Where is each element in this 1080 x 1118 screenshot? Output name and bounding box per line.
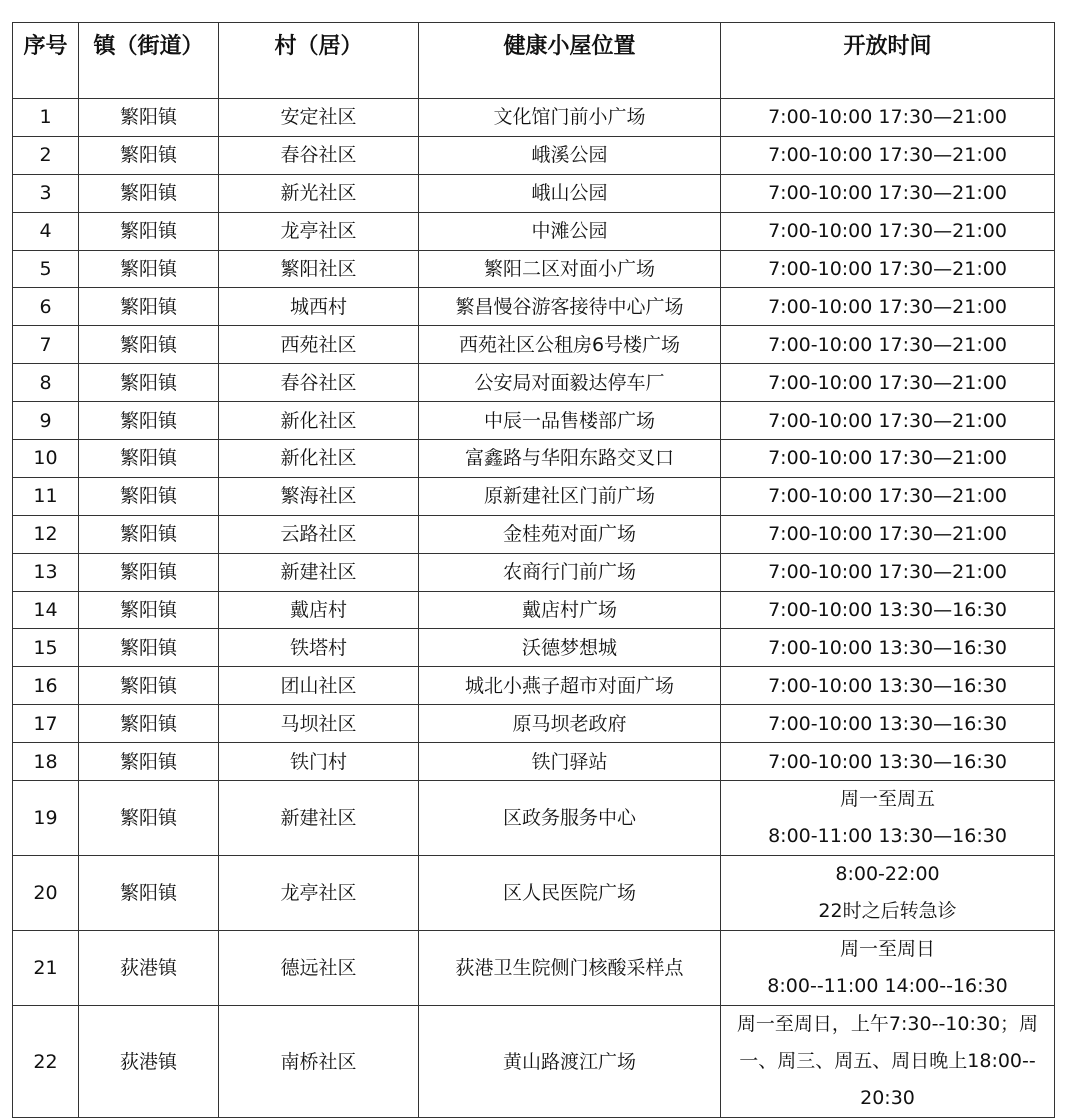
cell-town: 繁阳镇 (79, 99, 219, 137)
cell-hours (721, 743, 1055, 781)
cell-index: 15 (13, 629, 79, 667)
cell-hours (721, 99, 1055, 137)
cell-location: 金桂苑对面广场 (419, 515, 721, 553)
cell-village: 春谷社区 (219, 136, 419, 174)
table-row (13, 136, 1055, 174)
table-row (13, 705, 1055, 743)
hours-line: 7:00-10:00 13:30—16:30 (768, 712, 1007, 735)
hours-line: 7:00-10:00 17:30—21:00 (768, 523, 1007, 546)
cell-village: 西苑社区 (219, 326, 419, 364)
table-row (13, 477, 1055, 515)
cell-location: 峨山公园 (419, 174, 721, 212)
cell-village: 新化社区 (219, 402, 419, 440)
table-header (13, 23, 1055, 99)
cell-village: 龙亭社区 (219, 212, 419, 250)
cell-index: 10 (13, 440, 79, 478)
hours-line: 7:00-10:00 13:30—16:30 (768, 750, 1007, 773)
cell-hours (721, 288, 1055, 326)
cell-hours (721, 781, 1055, 856)
cell-location: 城北小燕子超市对面广场 (419, 667, 721, 705)
cell-hours (721, 705, 1055, 743)
cell-hours (721, 440, 1055, 478)
cell-village: 德远社区 (219, 931, 419, 1006)
hours-line: 7:00-10:00 17:30—21:00 (768, 182, 1007, 205)
table-row (13, 781, 1055, 856)
table-row (13, 326, 1055, 364)
table-row (13, 1006, 1055, 1118)
hours-line: 周一至周五 (839, 788, 935, 811)
cell-village: 城西村 (219, 288, 419, 326)
cell-location: 区人民医院广场 (419, 856, 721, 931)
hours-line: 7:00-10:00 17:30—21:00 (768, 295, 1007, 318)
hours-line: 7:00-10:00 17:30—21:00 (768, 220, 1007, 243)
cell-town: 繁阳镇 (79, 364, 219, 402)
hours-line: 7:00-10:00 17:30—21:00 (768, 106, 1007, 129)
cell-town: 繁阳镇 (79, 515, 219, 553)
hours-line: 7:00-10:00 17:30—21:00 (768, 333, 1007, 356)
cell-location: 峨溪公园 (419, 136, 721, 174)
cell-village: 新建社区 (219, 781, 419, 856)
table-row (13, 288, 1055, 326)
cell-location: 原马坝老政府 (419, 705, 721, 743)
table-row (13, 99, 1055, 137)
cell-town: 繁阳镇 (79, 667, 219, 705)
hours-line: 8:00-11:00 13:30—16:30 (768, 825, 1007, 848)
cell-location: 中辰一品售楼部广场 (419, 402, 721, 440)
cell-town: 繁阳镇 (79, 553, 219, 591)
cell-location: 戴店村广场 (419, 591, 721, 629)
hours-line: 7:00-10:00 17:30—21:00 (768, 371, 1007, 394)
table-row (13, 364, 1055, 402)
table-row (13, 212, 1055, 250)
hours-line: 8:00-22:00 (835, 863, 940, 886)
cell-town: 繁阳镇 (79, 212, 219, 250)
cell-hours (721, 856, 1055, 931)
cell-town: 繁阳镇 (79, 477, 219, 515)
cell-village: 团山社区 (219, 667, 419, 705)
table-row (13, 629, 1055, 667)
cell-location: 富鑫路与华阳东路交叉口 (419, 440, 721, 478)
cell-location: 公安局对面毅达停车厂 (419, 364, 721, 402)
cell-village: 戴店村 (219, 591, 419, 629)
cell-index: 18 (13, 743, 79, 781)
hours-line: 7:00-10:00 13:30—16:30 (768, 599, 1007, 622)
hours-line: 7:00-10:00 17:30—21:00 (768, 485, 1007, 508)
cell-hours (721, 515, 1055, 553)
cell-town: 繁阳镇 (79, 856, 219, 931)
cell-hours (721, 326, 1055, 364)
cell-town: 繁阳镇 (79, 629, 219, 667)
table-row (13, 553, 1055, 591)
table-row (13, 667, 1055, 705)
header-location: 健康小屋位置 (419, 23, 721, 99)
table-body (13, 99, 1055, 1118)
hours-line: 周一至周日，上午7:30--10:30；周 (736, 1013, 1039, 1036)
cell-index: 1 (13, 99, 79, 137)
cell-village: 云路社区 (219, 515, 419, 553)
cell-town: 荻港镇 (79, 1006, 219, 1118)
cell-village: 龙亭社区 (219, 856, 419, 931)
cell-village: 铁门村 (219, 743, 419, 781)
hours-line: 22时之后转急诊 (818, 900, 957, 923)
cell-index: 8 (13, 364, 79, 402)
header-row (13, 23, 1055, 99)
cell-index: 4 (13, 212, 79, 250)
cell-town: 繁阳镇 (79, 136, 219, 174)
cell-hours (721, 364, 1055, 402)
cell-hours (721, 402, 1055, 440)
cell-location: 黄山路渡江广场 (419, 1006, 721, 1118)
cell-village: 新建社区 (219, 553, 419, 591)
cell-index: 11 (13, 477, 79, 515)
header-town: 镇（街道） (79, 23, 219, 99)
cell-hours (721, 931, 1055, 1006)
hours-line: 一、周三、周五、周日晚上18:00-- (739, 1050, 1036, 1073)
cell-town: 荻港镇 (79, 931, 219, 1006)
cell-location: 文化馆门前小广场 (419, 99, 721, 137)
cell-location: 中滩公园 (419, 212, 721, 250)
hours-line: 7:00-10:00 17:30—21:00 (768, 409, 1007, 432)
cell-hours (721, 212, 1055, 250)
hours-line: 7:00-10:00 17:30—21:00 (768, 447, 1007, 470)
cell-town: 繁阳镇 (79, 288, 219, 326)
cell-town: 繁阳镇 (79, 440, 219, 478)
cell-village: 新化社区 (219, 440, 419, 478)
hours-line: 8:00--11:00 14:00--16:30 (767, 975, 1008, 998)
health-hut-table (12, 22, 1055, 1118)
header-index: 序号 (13, 23, 79, 99)
cell-village: 南桥社区 (219, 1006, 419, 1118)
cell-village: 安定社区 (219, 99, 419, 137)
cell-index: 21 (13, 931, 79, 1006)
cell-hours (721, 250, 1055, 288)
cell-index: 22 (13, 1006, 79, 1118)
cell-index: 12 (13, 515, 79, 553)
header-hours: 开放时间 (721, 23, 1055, 99)
cell-location: 荻港卫生院侧门核酸采样点 (419, 931, 721, 1006)
cell-index: 17 (13, 705, 79, 743)
cell-hours (721, 136, 1055, 174)
table-row (13, 743, 1055, 781)
cell-town: 繁阳镇 (79, 743, 219, 781)
table-row (13, 174, 1055, 212)
hours-line: 20:30 (860, 1087, 915, 1110)
hours-line: 7:00-10:00 17:30—21:00 (768, 258, 1007, 280)
cell-town: 繁阳镇 (79, 326, 219, 364)
cell-village: 新光社区 (219, 174, 419, 212)
cell-village: 铁塔村 (219, 629, 419, 667)
health-hut-table-container (12, 22, 1054, 1118)
cell-hours (721, 553, 1055, 591)
cell-location: 沃德梦想城 (419, 629, 721, 667)
header-village: 村（居） (219, 23, 419, 99)
cell-index: 7 (13, 326, 79, 364)
table-row (13, 515, 1055, 553)
cell-town: 繁阳镇 (79, 174, 219, 212)
cell-location: 铁门驿站 (419, 743, 721, 781)
cell-village: 繁海社区 (219, 477, 419, 515)
table-row (13, 250, 1055, 288)
cell-town: 繁阳镇 (79, 250, 219, 288)
cell-hours (721, 477, 1055, 515)
hours-line: 7:00-10:00 13:30—16:30 (768, 674, 1007, 697)
cell-village: 马坝社区 (219, 705, 419, 743)
hours-line: 7:00-10:00 13:30—16:30 (768, 636, 1007, 659)
cell-village: 春谷社区 (219, 364, 419, 402)
cell-index: 9 (13, 402, 79, 440)
cell-location: 农商行门前广场 (419, 553, 721, 591)
cell-location: 西苑社区公租房6号楼广场 (419, 326, 721, 364)
cell-index: 6 (13, 288, 79, 326)
hours-line: 7:00-10:00 17:30—21:00 (768, 561, 1007, 584)
cell-hours (721, 174, 1055, 212)
table-row (13, 856, 1055, 931)
cell-index: 2 (13, 136, 79, 174)
cell-index: 5 (13, 250, 79, 288)
cell-index: 13 (13, 553, 79, 591)
cell-location: 繁阳二区对面小广场 (419, 250, 721, 288)
cell-index: 16 (13, 667, 79, 705)
cell-location: 区政务服务中心 (419, 781, 721, 856)
cell-location: 繁昌慢谷游客接待中心广场 (419, 288, 721, 326)
cell-hours (721, 667, 1055, 705)
hours-line: 7:00-10:00 17:30—21:00 (768, 144, 1007, 167)
cell-index: 19 (13, 781, 79, 856)
table-row (13, 931, 1055, 1006)
table-row (13, 440, 1055, 478)
cell-village: 繁阳社区 (219, 250, 419, 288)
table-row (13, 591, 1055, 629)
cell-index: 3 (13, 174, 79, 212)
cell-hours (721, 629, 1055, 667)
cell-index: 20 (13, 856, 79, 931)
table-row (13, 402, 1055, 440)
cell-town: 繁阳镇 (79, 705, 219, 743)
cell-town: 繁阳镇 (79, 781, 219, 856)
hours-line: 周一至周日 (839, 938, 935, 961)
cell-hours (721, 1006, 1055, 1118)
cell-town: 繁阳镇 (79, 402, 219, 440)
cell-hours (721, 591, 1055, 629)
cell-town: 繁阳镇 (79, 591, 219, 629)
cell-index: 14 (13, 591, 79, 629)
cell-location: 原新建社区门前广场 (419, 477, 721, 515)
